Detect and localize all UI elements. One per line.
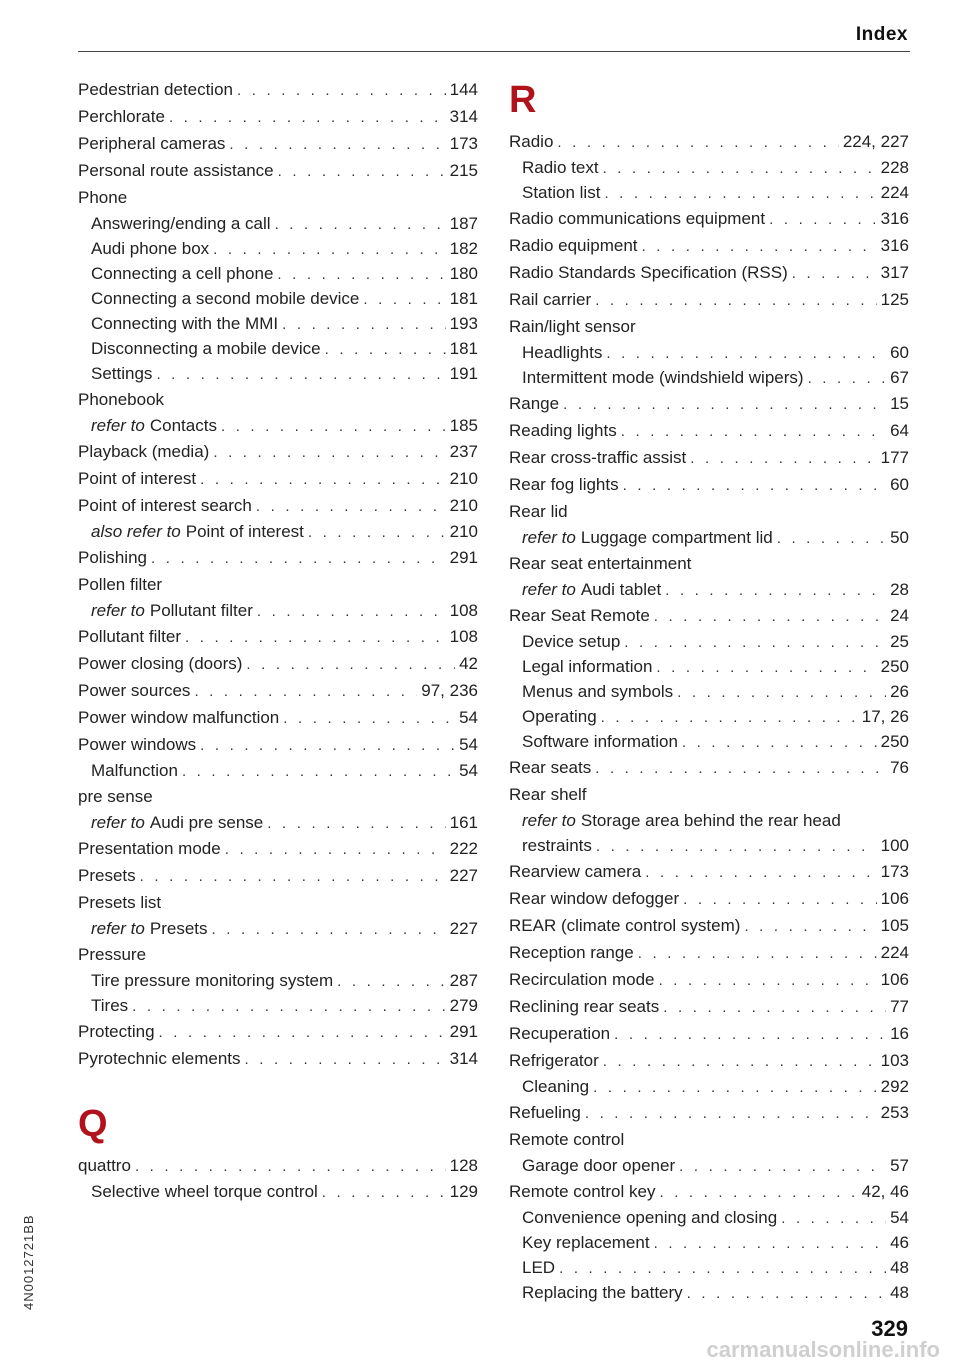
index-entry: Rear Seat Remote . . . 24: [509, 602, 909, 629]
index-subentry: Disconnecting a mobile device . . . 181: [78, 336, 478, 361]
index-subentry: Answering/ending a call . . . 187: [78, 211, 478, 236]
index-subentry: LED . . . 48: [509, 1255, 909, 1280]
index-subentry: Station list . . . 224: [509, 180, 909, 205]
index-entry: Protecting . . . 291: [78, 1018, 478, 1045]
index-heading: Rear lid: [509, 502, 568, 521]
header-divider: [78, 51, 910, 52]
index-entry: Radio . . . 224, 227: [509, 128, 909, 155]
index-entry: Range . . . 15: [509, 390, 909, 417]
index-heading: Pressure: [78, 945, 147, 964]
index-heading: Rear shelf: [509, 785, 587, 804]
index-subentry: Malfunction . . . 54: [78, 758, 478, 783]
index-entry: Recirculation mode . . . 106: [509, 966, 909, 993]
index-entry: Rear window defogger . . . 106: [509, 885, 909, 912]
document-code: 4N0012721BB: [21, 1214, 36, 1310]
index-entry: Rear cross-traffic assist . . . 177: [509, 444, 909, 471]
index-subentry: Key replacement . . . 46: [509, 1230, 909, 1255]
index-heading: pre sense: [78, 787, 153, 806]
index-subentry: Operating . . . 17, 26: [509, 704, 909, 729]
index-entry: Reclining rear seats . . . 77: [509, 993, 909, 1020]
index-entry: Reception range . . . 224: [509, 939, 909, 966]
index-subentry: Radio text . . . 228: [509, 155, 909, 180]
index-entry: REAR (climate control system) . . . 105: [509, 912, 909, 939]
index-subentry: Replacing the battery . . . 48: [509, 1280, 909, 1305]
index-crossref: refer to Presets . . . 227: [78, 916, 478, 941]
index-subentry: Selective wheel torque control . . . 129: [78, 1179, 478, 1204]
index-entry: Presets . . . 227: [78, 862, 478, 889]
index-entry: Point of interest . . . 210: [78, 465, 478, 492]
index-column-left: [78, 76, 478, 1204]
watermark-text: carmanualsonline.info: [706, 1337, 940, 1362]
page-number: 329: [871, 1316, 908, 1341]
index-subentry: Audi phone box . . . 182: [78, 236, 478, 261]
index-entry: Radio communications equipment . . . 316: [509, 205, 909, 232]
index-subentry: Headlights . . . 60: [509, 340, 909, 365]
index-entry: Polishing . . . 291: [78, 544, 478, 571]
index-entry: Point of interest search . . . 210: [78, 492, 478, 519]
index-heading: Rain/light sensor: [509, 317, 636, 336]
index-subentry: Connecting a cell phone . . . 180: [78, 261, 478, 286]
index-entry: Playback (media) . . . 237: [78, 438, 478, 465]
index-entry: Rear seats . . . 76: [509, 754, 909, 781]
index-entry: Rearview camera . . . 173: [509, 858, 909, 885]
index-entry: Power window malfunction . . . 54: [78, 704, 478, 731]
index-entry: Pedestrian detection . . . 144: [78, 76, 478, 103]
index-crossref: refer to Luggage compartment lid . . . 50: [509, 525, 909, 550]
index-entry: Peripheral cameras . . . 173: [78, 130, 478, 157]
index-entry: Perchlorate . . . 314: [78, 103, 478, 130]
index-entry: Radio Standards Specification (RSS) . . . 317: [509, 259, 909, 286]
index-subentry: Legal information . . . 250: [509, 654, 909, 679]
index-crossref: also refer to Point of interest . . . 210: [78, 519, 478, 544]
index-subentry: Software information . . . 250: [509, 729, 909, 754]
index-entry: Remote control key . . . 42, 46: [509, 1178, 909, 1205]
index-crossref: refer to Storage area behind the rear head: [522, 811, 841, 830]
section-letter-r: R: [509, 79, 537, 121]
index-heading: Pollen filter: [78, 575, 163, 594]
index-entry: Reading lights . . . 64: [509, 417, 909, 444]
index-crossref: refer to Contacts . . . 185: [78, 413, 478, 438]
index-entry: Power windows . . . 54: [78, 731, 478, 758]
index-subentry: Settings . . . 191: [78, 361, 478, 386]
index-crossref: refer to Audi pre sense . . . 161: [78, 810, 478, 835]
index-subentry: Menus and symbols . . . 26: [509, 679, 909, 704]
index-crossref-continued: restraints . . . 100: [509, 833, 909, 858]
index-entry: Presentation mode . . . 222: [78, 835, 478, 862]
index-subentry: Connecting a second mobile device . . . 181: [78, 286, 478, 311]
index-entry: Power sources . . . 97, 236: [78, 677, 478, 704]
index-entry: quattro . . . 128: [78, 1152, 478, 1179]
index-entry: Refueling . . . 253: [509, 1099, 909, 1126]
index-entry: Pyrotechnic elements . . . 314: [78, 1045, 478, 1072]
index-subentry: Device setup . . . 25: [509, 629, 909, 654]
index-heading: Phonebook: [78, 390, 165, 409]
index-subentry: Tires . . . 279: [78, 993, 478, 1018]
index-subentry: Convenience opening and closing . . . 54: [509, 1205, 909, 1230]
index-entry: Refrigerator . . . 103: [509, 1047, 909, 1074]
index-entry: Rail carrier . . . 125: [509, 286, 909, 313]
index-entry: Recuperation . . . 16: [509, 1020, 909, 1047]
index-heading: Phone: [78, 188, 128, 207]
index-crossref: refer to Pollutant filter . . . 108: [78, 598, 478, 623]
index-entry: Pollutant filter . . . 108: [78, 623, 478, 650]
index-subentry: Intermittent mode (windshield wipers) . . . 67: [509, 365, 909, 390]
section-letter-q: Q: [78, 1103, 108, 1145]
index-entry: Power closing (doors) . . . 42: [78, 650, 478, 677]
index-column-right: [509, 76, 909, 1305]
index-crossref: refer to Audi tablet . . . 28: [509, 577, 909, 602]
index-entry: Radio equipment . . . 316: [509, 232, 909, 259]
index-subentry: Connecting with the MMI . . . 193: [78, 311, 478, 336]
page-header-title: Index: [855, 24, 908, 45]
index-subentry: Garage door opener . . . 57: [509, 1153, 909, 1178]
index-entry: Rear fog lights . . . 60: [509, 471, 909, 498]
index-heading: Remote control: [509, 1130, 625, 1149]
index-entry: Personal route assistance . . . 215: [78, 157, 478, 184]
index-subentry: Cleaning . . . 292: [509, 1074, 909, 1099]
index-heading: Rear seat entertainment: [509, 554, 692, 573]
index-subentry: Tire pressure monitoring system . . . 287: [78, 968, 478, 993]
index-heading: Presets list: [78, 893, 162, 912]
